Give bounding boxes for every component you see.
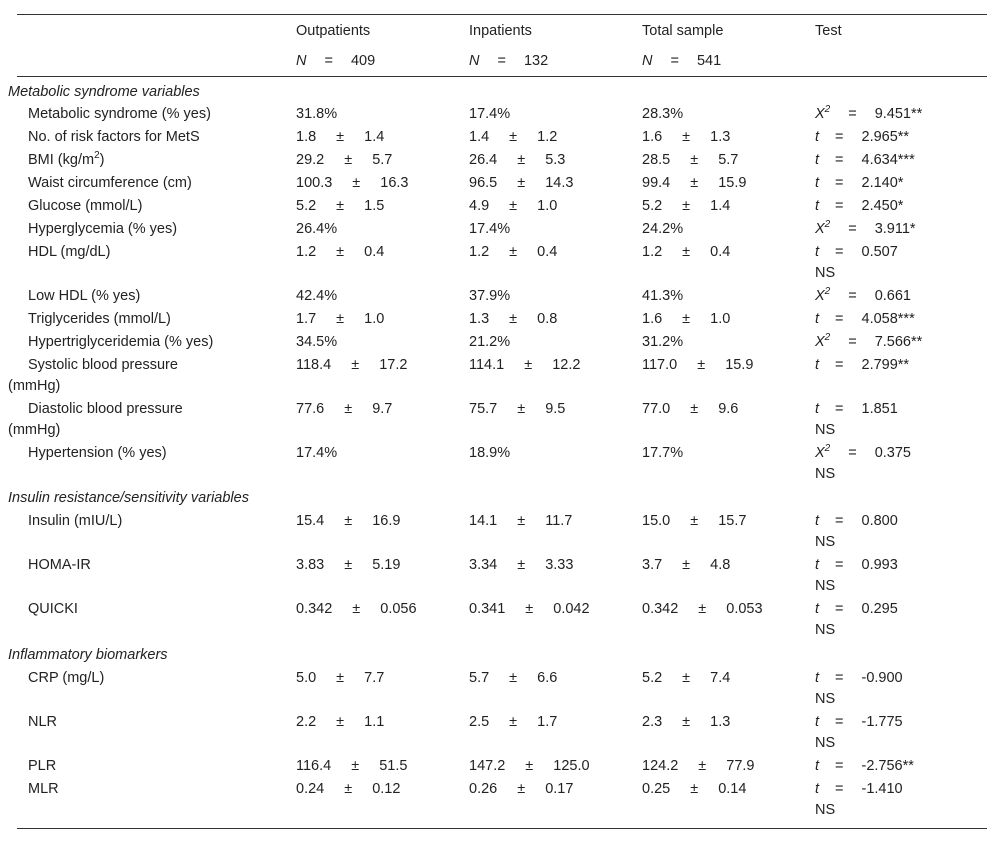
- row-label: Diastolic blood pressure: [28, 401, 183, 417]
- row-label: Hypertension (% yes): [28, 445, 167, 461]
- row-label: HOMA-IR: [28, 557, 91, 573]
- n-outpatients: N = 409: [296, 53, 376, 69]
- row-label: Glucose (mmol/L): [28, 198, 143, 214]
- outpatients-value: 5.0 ± 7.7: [296, 670, 385, 686]
- inpatients-value: 0.341 ± 0.042: [469, 601, 590, 617]
- total-value: 31.2%: [642, 334, 684, 350]
- test-value: t = 1.851: [815, 401, 898, 417]
- row-label: Metabolic syndrome (% yes): [28, 106, 211, 122]
- t-symbol: t: [815, 129, 820, 145]
- t-symbol: t: [815, 401, 820, 417]
- total-value: 117.0 ± 15.9: [642, 357, 754, 373]
- total-value: 1.6 ± 1.3: [642, 129, 731, 145]
- inpatients-value: 17.4%: [469, 106, 511, 122]
- chi-square-symbol: $X^2$: [815, 443, 831, 461]
- total-value: 1.6 ± 1.0: [642, 311, 731, 327]
- inpatients-value: 5.7 ± 6.6: [469, 670, 558, 686]
- inpatients-value: 37.9%: [469, 288, 511, 304]
- outpatients-value: 118.4 ± 17.2: [296, 357, 408, 373]
- inpatients-value: 21.2%: [469, 334, 511, 350]
- ns-label: NS: [815, 802, 836, 818]
- inpatients-value: 26.4 ± 5.3: [469, 152, 566, 168]
- outpatients-value: 77.6 ± 9.7: [296, 401, 393, 417]
- outpatients-value: 29.2 ± 5.7: [296, 152, 393, 168]
- ns-label: NS: [815, 265, 836, 281]
- test-value: t = -1.775: [815, 714, 903, 730]
- inpatients-value: 2.5 ± 1.7: [469, 714, 558, 730]
- top-rule: [17, 14, 987, 15]
- t-symbol: t: [815, 244, 820, 260]
- total-value: 0.342 ± 0.053: [642, 601, 763, 617]
- col-header-test: Test: [815, 23, 842, 39]
- test-value: t = 2.450*: [815, 198, 904, 214]
- header-rule: [17, 76, 987, 77]
- test-value: t = -0.900: [815, 670, 903, 686]
- test-value: t = -2.756**: [815, 758, 914, 774]
- inpatients-value: 1.2 ± 0.4: [469, 244, 558, 260]
- outpatients-value: 116.4 ± 51.5: [296, 758, 408, 774]
- inpatients-value: 17.4%: [469, 221, 511, 237]
- outpatients-value: 100.3 ± 16.3: [296, 175, 409, 191]
- inpatients-value: 1.3 ± 0.8: [469, 311, 558, 327]
- outpatients-value: 3.83 ± 5.19: [296, 557, 401, 573]
- test-value: $X^2 = 9.451**$: [815, 104, 923, 122]
- row-label-cont: (mmHg): [8, 422, 61, 438]
- outpatients-value: 34.5%: [296, 334, 338, 350]
- t-symbol: t: [815, 357, 820, 373]
- test-value: $X^2 = 0.375$: [815, 443, 911, 461]
- outpatients-value: 0.24 ± 0.12: [296, 781, 401, 797]
- inpatients-value: 0.26 ± 0.17: [469, 781, 574, 797]
- test-value: $X^2 = 0.661$: [815, 286, 911, 304]
- t-symbol: t: [815, 601, 820, 617]
- test-value: t = 2.965**: [815, 129, 910, 145]
- inpatients-value: 1.4 ± 1.2: [469, 129, 558, 145]
- total-value: 24.2%: [642, 221, 684, 237]
- test-value: t = 2.140*: [815, 175, 904, 191]
- total-value: 5.2 ± 7.4: [642, 670, 731, 686]
- row-label: Systolic blood pressure: [28, 357, 178, 373]
- test-value: t = 4.634***: [815, 152, 915, 168]
- test-value: t = 2.799**: [815, 357, 910, 373]
- outpatients-value: 42.4%: [296, 288, 338, 304]
- row-label: CRP (mg/L): [28, 670, 105, 686]
- t-symbol: t: [815, 557, 820, 573]
- outpatients-value: 1.2 ± 0.4: [296, 244, 385, 260]
- section-title: Inflammatory biomarkers: [8, 647, 168, 663]
- row-label: PLR: [28, 758, 57, 774]
- total-value: 28.3%: [642, 106, 684, 122]
- total-value: 15.0 ± 15.7: [642, 513, 747, 529]
- test-value: t = 0.295: [815, 601, 898, 617]
- section-title: Metabolic syndrome variables: [8, 84, 200, 100]
- ns-label: NS: [815, 691, 836, 707]
- n-inpatients: N = 132: [469, 53, 549, 69]
- row-label: Waist circumference (cm): [28, 175, 192, 191]
- total-value: 41.3%: [642, 288, 684, 304]
- row-label: MLR: [28, 781, 59, 797]
- row-label: Low HDL (% yes): [28, 288, 141, 304]
- t-symbol: t: [815, 781, 820, 797]
- col-header-inpatients: Inpatients: [469, 23, 532, 39]
- total-value: 1.2 ± 0.4: [642, 244, 731, 260]
- test-value: t = 0.507: [815, 244, 898, 260]
- test-value: t = 0.800: [815, 513, 898, 529]
- total-value: 3.7 ± 4.8: [642, 557, 731, 573]
- row-label: Hypertriglyceridemia (% yes): [28, 334, 214, 350]
- total-value: 17.7%: [642, 445, 684, 461]
- inpatients-value: 18.9%: [469, 445, 511, 461]
- ns-label: NS: [815, 466, 836, 482]
- test-value: t = 4.058***: [815, 311, 915, 327]
- chi-square-symbol: $X^2$: [815, 104, 831, 122]
- row-label: Triglycerides (mmol/L): [28, 311, 171, 327]
- row-label: Hyperglycemia (% yes): [28, 221, 178, 237]
- ns-label: NS: [815, 422, 836, 438]
- t-symbol: t: [815, 198, 820, 214]
- total-value: 5.2 ± 1.4: [642, 198, 731, 214]
- col-header-total: Total sample: [642, 23, 724, 39]
- total-value: 2.3 ± 1.3: [642, 714, 731, 730]
- t-symbol: t: [815, 758, 820, 774]
- inpatients-value: 3.34 ± 3.33: [469, 557, 574, 573]
- total-value: 28.5 ± 5.7: [642, 152, 739, 168]
- outpatients-value: 2.2 ± 1.1: [296, 714, 385, 730]
- col-header-outpatients: Outpatients: [296, 23, 371, 39]
- test-value: t = -1.410: [815, 781, 903, 797]
- chi-square-symbol: $X^2$: [815, 286, 831, 304]
- outpatients-value: 26.4%: [296, 221, 338, 237]
- row-label: QUICKI: [28, 601, 78, 617]
- outpatients-value: 5.2 ± 1.5: [296, 198, 385, 214]
- ns-label: NS: [815, 735, 836, 751]
- row-label: Insulin (mIU/L): [28, 513, 123, 529]
- outpatients-value: 1.7 ± 1.0: [296, 311, 385, 327]
- row-label: NLR: [28, 714, 58, 730]
- t-symbol: t: [815, 714, 820, 730]
- t-symbol: t: [815, 670, 820, 686]
- row-label-cont: (mmHg): [8, 378, 61, 394]
- outpatients-value: 15.4 ± 16.9: [296, 513, 401, 529]
- t-symbol: t: [815, 175, 820, 191]
- test-value: t = 0.993: [815, 557, 898, 573]
- row-label: HDL (mg/dL): [28, 244, 111, 260]
- ns-label: NS: [815, 534, 836, 550]
- inpatients-value: 75.7 ± 9.5: [469, 401, 566, 417]
- test-value: $X^2 = 3.911*$: [815, 219, 916, 237]
- outpatients-value: 0.342 ± 0.056: [296, 601, 417, 617]
- t-symbol: t: [815, 513, 820, 529]
- total-value: 77.0 ± 9.6: [642, 401, 739, 417]
- outpatients-value: 31.8%: [296, 106, 338, 122]
- row-label: BMI $(kg/m^2)$: [28, 150, 105, 168]
- inpatients-value: 147.2 ± 125.0: [469, 758, 590, 774]
- ns-label: NS: [815, 578, 836, 594]
- total-value: 124.2 ± 77.9: [642, 758, 755, 774]
- outpatients-value: 1.8 ± 1.4: [296, 129, 385, 145]
- t-symbol: t: [815, 152, 820, 168]
- total-value: 99.4 ± 15.9: [642, 175, 747, 191]
- bottom-rule: [17, 828, 987, 829]
- ns-label: NS: [815, 622, 836, 638]
- test-value: $X^2 = 7.566**$: [815, 332, 923, 350]
- inpatients-value: 4.9 ± 1.0: [469, 198, 558, 214]
- n-total: N = 541: [642, 53, 722, 69]
- outpatients-value: 17.4%: [296, 445, 338, 461]
- t-symbol: t: [815, 311, 820, 327]
- inpatients-value: 96.5 ± 14.3: [469, 175, 574, 191]
- inpatients-value: 114.1 ± 12.2: [469, 357, 581, 373]
- chi-square-symbol: $X^2$: [815, 219, 831, 237]
- row-label: No. of risk factors for MetS: [28, 129, 200, 145]
- chi-square-symbol: $X^2$: [815, 332, 831, 350]
- inpatients-value: 14.1 ± 11.7: [469, 513, 573, 529]
- total-value: 0.25 ± 0.14: [642, 781, 747, 797]
- section-title: Insulin resistance/sensitivity variables: [8, 490, 249, 506]
